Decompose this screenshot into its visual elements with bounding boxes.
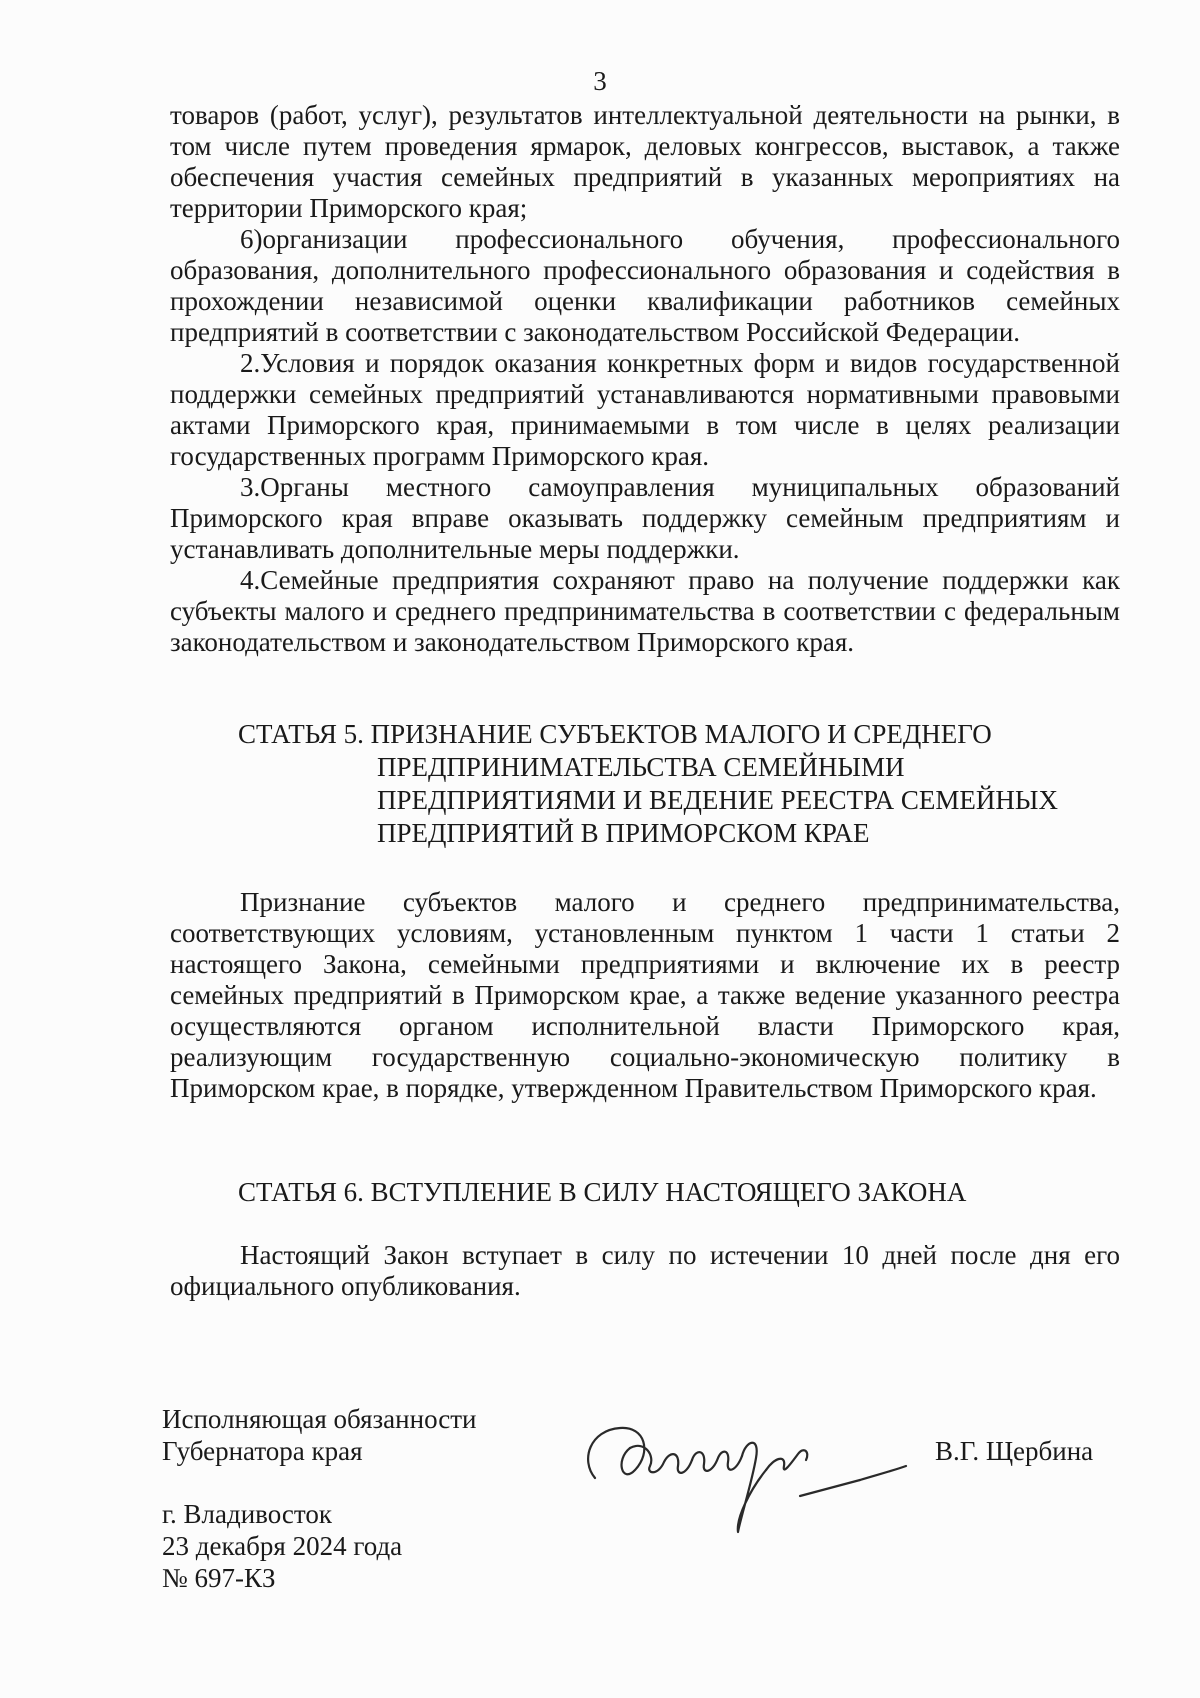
page-number: 3 (593, 66, 607, 96)
document-city: г. Владивосток (162, 1499, 332, 1529)
article-5-heading-line-4: ПРЕДПРИЯТИЙ В ПРИМОРСКОМ КРАЕ (377, 818, 870, 848)
article-6-body (170, 1240, 1120, 1302)
paragraph-continuation: товаров (работ, услуг), результатов интеллектуальной деятельности на рынки, в том числе путем проведения ярмарок, деловых конгрессов, выставок, а также обеспечения участия семейных предприятий в указанных мероприятиях на территории Приморского края; (170, 100, 1120, 223)
signatory-position-line-1: Исполняющая обязанности (162, 1404, 477, 1434)
article-5-body (170, 887, 1120, 1104)
article-5-heading-line-3: ПРЕДПРИЯТИЯМИ И ВЕДЕНИЕ РЕЕСТРА СЕМЕЙНЫХ (377, 785, 1058, 815)
article-6-paragraph: Настоящий Закон вступает в силу по истечении 10 дней после дня его официального опубликования. (170, 1240, 1120, 1301)
document-number: № 697-КЗ (162, 1563, 276, 1593)
signatory-position (162, 1403, 476, 1467)
continued-article-text (170, 100, 1120, 658)
article-5-heading (238, 718, 1118, 850)
article-6-heading: СТАТЬЯ 6. ВСТУПЛЕНИЕ В СИЛУ НАСТОЯЩЕГО ЗАКОНА (238, 1177, 967, 1207)
article-5-heading-line-1: СТАТЬЯ 5. ПРИЗНАНИЕ СУБЪЕКТОВ МАЛОГО И СРЕДНЕГО (238, 719, 992, 749)
document-details (162, 1498, 402, 1594)
paragraph-part-2: 2.Условия и порядок оказания конкретных форм и видов государственной поддержки семейных предприятий устанавливаются нормативными правовыми актами Приморского края, принимаемыми в том числе в целях реализации государственных программ Приморского края. (170, 348, 1120, 471)
paragraph-part-3: 3.Органы местного самоуправления муниципальных образований Приморского края вправе оказывать поддержку семейным предприятиям и устанавливать дополнительные меры поддержки. (170, 472, 1120, 564)
signatory-name: В.Г. Щербина (935, 1436, 1094, 1466)
paragraph-item-6: 6)организации профессионального обучения, профессионального образования, дополнительного профессионального образования и содействия в прохождении независимой оценки квалификации работников семейных предприятий в соответствии с законодательством Российской Федерации. (170, 224, 1120, 347)
article-5-heading-line-2: ПРЕДПРИНИМАТЕЛЬСТВА СЕМЕЙНЫМИ (377, 752, 905, 782)
handwritten-signature (560, 1400, 940, 1540)
article-5-paragraph: Признание субъектов малого и среднего предпринимательства, соответствующих условиям, установленным пунктом 1 части 1 статьи 2 настоящего Закона, семейными предприятиями и включение их в реестр семейных предприятий в Приморском крае, а также ведение указанного реестра осуществляются органом исполнительной власти Приморского края, реализующим государственную социально-экономическую политику в Приморском крае, в порядке, утвержденном Правительством Приморского края. (170, 887, 1120, 1103)
signatory-position-line-2: Губернатора края (162, 1436, 363, 1466)
paragraph-part-4: 4.Семейные предприятия сохраняют право на получение поддержки как субъекты малого и среднего предпринимательства в соответствии с федеральным законодательством и законодательством Приморского края. (170, 565, 1120, 657)
document-date: 23 декабря 2024 года (162, 1531, 403, 1561)
